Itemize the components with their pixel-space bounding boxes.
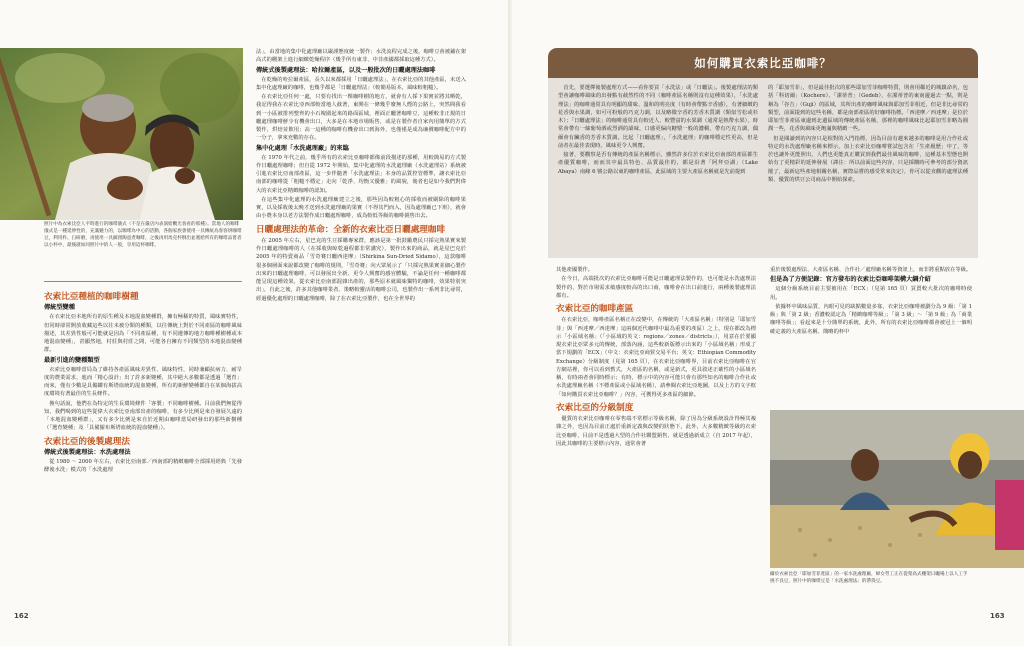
paragraph: 依據杯中風味品質，內眼可見的缺點數量多寡，衣索比亞咖啡被劃分為 9 級：「第 1 級」與「第 2 級」香濃較認定為「精緻咖啡等級」；「第 3 級」～「第 9 級」為「商業咖啡等級」；看起來是十分簡單的系統，此外，所有的衣索比亞咖啡都會被冠上一個明確定義的大產區名稱、簡略的杯中 [770,303,972,335]
paragraph: 在衣索比亞，咖啡產區名稱正在改變中，在傳統的「大產區名稱」（特別是「耶加雪菲」與「西達摩／西達摩」這兩個近代咖啡中最為重要的產區）之上，現在都改為標示「小區域名稱」（「小區域的英文：regions／zones／districts」），用意在於要顯現衣索比亞眾多元的傳統，部落內涵，這些較新版標示出來的「小區域名稱」形成了當下規劃的「ECX」（中文：衣索比亞商貿交易平台；英文：Ethiopian Commodity Exchange）分級制度（見第 165 頁），在衣索比亞咖啡界，目前衣索比亞咖啡在官方網站裡，你可以看到舊式，大產區的名稱，或是新式，更具敘述正確性的小區域名稱，有時兩者會同時標示；有時，標示中的內容可能只會有那些知名的咖啡合作社或水洗處理廠名稱（不標產區或小區域名稱），請參閱衣索比亞地圖，以及上方的文字框「如何購買衣索比亞咖啡？」內容，可獲得更多產區的細節。 [556,317,756,398]
paragraph: 其他產國製作。 [556,267,594,273]
left-column-1 [44,288,242,606]
subheading-traditional: 傳統型變種 [44,304,75,312]
sidebar-column-1 [558,84,758,254]
subheading-washing-stations: 集中化處理「水洗處理廠」的來臨 [256,144,349,152]
paragraph: 在衣索比亞任何一處，只要有找出一棵咖啡樹的地方，就會有人採下果實並將其晒乾，我記得我在衣索比亞西部較當地人截著，東開在一條幾乎廢無人煙的公路上，突然間我看到一小區被排列整齊的小石塊圍起來的路面區域，裡面正曬著咖啡豆，這種較非正規的日曬處理咖啡鮮少有機會出口，大多是在本地市場販售，或是在製作者自家內用簡單的方式製作，烘焙並飲用；高一這種的咖啡有機會出口到海外，也僅僅是成為廉價咖啡配方中的一分子，拿來充數的存在。 [256,94,466,142]
paragraph: 從 1980 ～ 2000 年左右，衣索比亞南部／西南部的精緻咖啡全部採用經典「先發酵後水洗」模式的「水洗處理 [44,459,242,474]
workers-sorting-photo [770,410,1024,568]
subheading-official-grading: 但是為了方便記錄：官方發布的衣索比亞咖啡架構大綱介紹 [770,276,931,284]
paragraph: 重於後製處理法、大產區名稱、合作社／處理廠名稱等資訊上，而非將重點放在等級。 [770,267,972,273]
workers-photo-caption: 攝於衣索比亞「耶加雪菲產區」的一家水洗處理廠，婦女勞工正在從架高式棚架日曬場上以人工手挑不良豆，照片中的咖啡豆是「水洗處理法」的帶殼豆。 [770,572,968,584]
coffee-ceremony-photo [0,48,243,220]
paragraph: 優質的衣索比亞咖啡在零售端不常標示等級名稱，除了因為分級系統設計得極其複雜之外，也因為目前正處於重新定義與改變的狀態下，此外，大多數精緻等級的衣索比亞咖啡，目前不是透過大型的合作社聯盟銷售，就是透過新成立（自 2017 年起），因此其咖啡的主要標示內容，通常會著 [556,416,756,447]
subheading-washed: 傳統式後製處理法：水洗處理法 [44,449,131,456]
caption-divider [44,281,242,282]
paragraph: 在這些集中化處理的水洗處理廠建立之後，那些因為較粗心的採收而被刷除的咖啡果實，以及採收後太晚才送到水洗處理廠的果實（不得其門而入，因為處理廠已下班），就會由小農本身以老方法製作成日曬處理咖啡，成為較低等級的咖啡銷售出去。 [256,196,466,220]
sidebar-box-title: 如何購買衣索比亞咖啡？ [548,48,978,78]
paragraph: 在 1970 年代之前，幾乎所有的衣索比亞咖啡都像前段描述的那種，用較簡易的方式製作日曬處理咖啡；但自從 1972 年開始，集中化處理的水洗處理廠（水洗處理站）系統被引進衣索比亞南部產區，這一步伴隨著「水洗處理法」本身的品質控管標準，讓衣索比亞南部的咖啡從「粗糙不穩定」走向「乾淨、均衡又優雅」的風貌，後者也是如今我們對偉大的衣索比亞精緻咖啡的認知。 [256,154,466,194]
sidebar-column-2 [768,84,968,254]
right-column-1 [556,266,756,606]
paragraph: 接著，要觀察是否有傳統的產區名稱標示，雖然許多位於衣索比亞南部的產區都生產優質咖啡，而而其中最具特色、品質最佳的，都是沿著「阿拜亞湖」（Lake Abaya）南緣 6 號公路以東的咖啡產區，此區域的主要大產區名稱就是先前提到 [558,152,758,175]
paragraph: 在衣索比亞本地所有的原生種及本地混血變種群，擁有極稀的特質，風味實特性，但同時卻常開放收藏這些以往未被分類的種類，以往傳統上對於不同產區的咖啡風味描述，其差異性般可可能就是因為「不同產區種，有不同遺傳的地方咖啡種樹種或本地混血變種」，甚顯然地，村莊與村莊之間，可能各自擁有不同類型的本地混血變種群。 [44,314,242,354]
paragraph: 但是閱讀到的內容只是相對的入門指標，因為目前有越來越多的咖啡是用合作社或特定的水洗處理廠名稱來標示，加上衣索比亞咖啡嘗試包含在「生產履歷」中了，等於也讓外更能照出，人們也更能真正購買到我們最佳風味的咖啡，這種基本型態也開始有了更精彩的延伸發展（譯注：所以前面這些內容，只是採購時可參考的部分資訊罷了，最新這些產地相關名稱，實際品嘗的感受常來決定），你可以從直觀的處理法種類、優質的烘豆公司商品中開始探索。 [768,135,968,183]
paragraph: 衣索比亞咖啡當局為了維持各產區風味差異性、風味特性，同時兼顧抗病力、耐旱度的農業需求，進而「精心設計」出了許多新變種，其中絕大多數都是透過「選育」而來，僅有少數是具備罐有斯塔血統的混血變種，所有的新鮮變種都自在某個海拔高度環境有著最佳的生長條件。 [44,366,242,398]
left-column-2 [256,48,466,606]
section-heading-regions: 衣索比亞的咖啡產區 [556,304,634,314]
paragraph: 這個分級系統目前主要被用在「ECX」（見第 165 頁）買賣較大批次的咖啡時使用。 [770,286,972,301]
section-heading-natural-revolution: 日曬處理法的革命：全新的衣索比亞日曬處理咖啡 [256,224,446,235]
subheading-new-varieties: 最新引進的變種類型 [44,356,100,364]
paragraph: 的「耶加雪菲」，但是最佳批次的那些耶加雪菲咖啡特質，則會用鄰近的城鎮命名，包括「科切爾」（Kochere）、「潔蒂普」（Gedeb），在潔蒂普的東南邊過去一點，則是稱為「谷吉」（Guji）的區域，其所出產的咖啡風味與耶加雪菲相近，但是非比尋常的類型，前面提到的這些名稱，都是南部產區的好咖啡指標。「西達摩／西達摩」是位於耶加雪菲產區東邊到北邊區域的傳統產區名稱，那裡的咖啡風味比起耶加雪菲略為圓潤一些，花香與風味更飽滿與精緻一些。 [768,85,968,133]
right-column-2 [770,266,972,406]
paragraph: 換句話說，他們在為特定的生長環境條件「客製」不同咖啡樹種。目前我們無從得知，我們喝到的這些從偉大衣索比亞南部出產的咖啡，有多少比例是來自發展久遠的「本地混血變種群」，又有多少比例是來自於近期由咖啡當局研發出的那些新樹種（「選育變種」及「具備羅布斯塔血統的混血變種」）。 [44,400,242,432]
page-number-left: 162 [14,612,29,620]
paragraph: 在今日，高端批次的衣索比亞咖啡可能是日曬處理法製作的，也可能是水洗處理法製作的，對於市場需求敏感度較高的出口商，咖啡會在出口前進行，兩種後製處理法都有。 [556,276,756,299]
subheading-harrar-natural: 傳統式後製處理法：哈拉爾產區，以及一般批次的日曬處理法咖啡 [256,66,436,74]
section-heading-grading: 衣索比亞的分級制度 [556,402,634,413]
paragraph: 法」，由當地的集中化處理廠以嚴謹態度統一製作；水洗流程完成之後，咖啡豆會被鋪在架高式的棚架上進行細緻乾燥程序（幾乎所有東非、中非產國都採取這種方式）。 [256,49,466,64]
paragraph: 在乾燥的哈拉爾產區，長久以來都採用「日曬處理法」，在衣索比亞的其他產區，未送入集中化處理廠的咖啡，也幾乎都是「日曬處理法」（較簡易版本，風味較粗糙）。 [256,76,466,91]
section-heading-processing: 衣索比亞的後製處理法 [44,436,130,447]
paragraph: 在 2005 年左右，星巴克的生豆採購專家群，應該是第一批鼓勵農民只採完熟果實來製作日曬處理咖啡的人（在採收與晾乾過程都非常講究），製作出來的商品，就是星巴克於 2005 年的特賣商品「雪奇賽日曬西達摩」（Shirkina Sun-Dried Sidamo），這款咖啡很多個層面來說都改變了咖啡的規則，「雪奇賽」向大眾展示了「只採完熟果實並細心製作出來的日曬處理咖啡，可以發展出全新、更令人興奮的感官體驗，不論是任何一種咖啡都能呈現這種效果，從衣索比亞南部混雜出產的，那些原本就風味獨特的咖啡，效果特別突出」，自此之後，許多其他咖啡業者、策略較靈活的咖啡公司，也製作出一系列非比尋常，經過優化處理的日曬處理咖啡，除了在衣索比亞製作，也在全世界的 [256,237,466,302]
section-heading-tree-types: 衣索比亞種植的咖啡樹種 [44,292,139,302]
photo-caption: 照片中為衣索比亞人平時進行的咖啡儀式（不是在嚴店內表演給觀光客看的那種）。當地人的咖啡儀式是一種延伸性的，充滿魅力的，以咖啡為中心的活動，各個家族會使用一具傳統為客客烘咖啡豆，利用杵、臼研磨，再使用一具細頸陶壺煮咖啡，之後再用馬克杯倒出並遞給所有的咖啡品嘗者以小杯中，最後就如同照片中的人一般，享用這杯咖啡。 [44,222,242,248]
paragraph: 首先，要選擇後製處理方式——看你要買「水洗法」或「日曬法」。後製處理法的類型會讓咖啡風味的出發點有截然性的不同（咖啡產區名稱則沒有這種效果），「水洗處理法」的咖啡通常具有明顯的甜味、溫和的明亮度（有時會帶點辛香感），有著細緻的花香與水果調，如可可粉般的巧克力調，以及略微辛香的芳香木質調（類似雪松或杉木）；「日曬處理法」的咖啡通常具有較近人、較豐富的水果調（通常是熱帶水果），時常會帶有一絲葡萄酒或烈酒的韻味，口感更偏向糖漿一般的濃稠，帶有巧克力調，偶爾會有臟香的芳香木質調。比起「日曬處理」，「水洗處理」的咖啡穩定性更高，但是前者在最佳表現時，風味更令人興奮。 [558,85,758,149]
sidebar-box [548,78,978,258]
page-number-right: 163 [990,612,1005,620]
